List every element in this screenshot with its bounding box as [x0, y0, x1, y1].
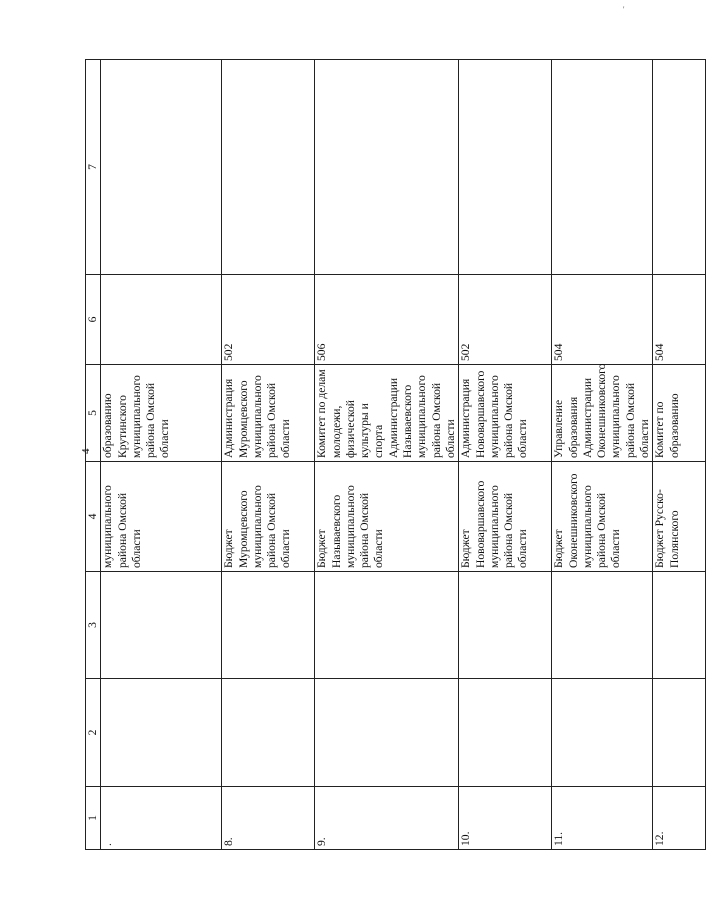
- rotated-table-container: [85, 60, 681, 850]
- scan-mark: ': [623, 5, 625, 14]
- row-number: 12.: [653, 787, 706, 850]
- table-header-row: [86, 60, 101, 850]
- administrator-cell: Комитет по образованию: [653, 365, 706, 462]
- header-cell: 1: [86, 787, 101, 850]
- administrator-cell: Администрация Нововаршавского муниципального района Омской области: [459, 365, 552, 462]
- row-number: 9.: [315, 787, 459, 850]
- code-cell: 502: [222, 275, 315, 365]
- header-cell: 4: [86, 462, 101, 572]
- cell-col7: [315, 60, 459, 275]
- cell-col2: [315, 679, 459, 787]
- row-number: 10.: [459, 787, 552, 850]
- cell-col3: [552, 572, 653, 679]
- code-cell: 506: [315, 275, 459, 365]
- code-cell: 504: [552, 275, 653, 365]
- table-row: [315, 60, 459, 850]
- cell-col2: [552, 679, 653, 787]
- budget-cell: муниципального района Омской области: [101, 462, 222, 572]
- row-number: 8.: [222, 787, 315, 850]
- cell-col3: [653, 572, 706, 679]
- header-cell: 7: [86, 60, 101, 275]
- header-cell: 6: [86, 275, 101, 365]
- cell-col3: [459, 572, 552, 679]
- header-cell: 2: [86, 679, 101, 787]
- header-cell: 5: [86, 365, 101, 462]
- row-number: .: [101, 787, 222, 850]
- row-number: 11.: [552, 787, 653, 850]
- header-cell: 3: [86, 572, 101, 679]
- administrator-cell: образованию Крутинского муниципального района Омской области: [101, 365, 222, 462]
- data-table: [85, 59, 706, 850]
- budget-cell: Бюджет Называевского муниципального района Омской области: [315, 462, 459, 572]
- budget-cell: Бюджет Русско-Полянского: [653, 462, 706, 572]
- administrator-cell: Администрация Муромцевского муниципального района Омской области: [222, 365, 315, 462]
- cell-col2: [101, 679, 222, 787]
- cell-col2: [222, 679, 315, 787]
- page-number: 4: [80, 448, 92, 454]
- code-cell: 502: [459, 275, 552, 365]
- table-row: [101, 60, 222, 850]
- cell-col3: [315, 572, 459, 679]
- cell-col7: [101, 60, 222, 275]
- cell-col7: [222, 60, 315, 275]
- budget-cell: Бюджет Муромцевского муниципального района Омской области: [222, 462, 315, 572]
- budget-cell: Бюджет Нововаршавского муниципального района Омской области: [459, 462, 552, 572]
- cell-col7: [653, 60, 706, 275]
- table-row: [653, 60, 706, 850]
- cell-col3: [222, 572, 315, 679]
- table-row: [222, 60, 315, 850]
- code-cell: 504: [653, 275, 706, 365]
- table-row: [459, 60, 552, 850]
- code-cell: [101, 275, 222, 365]
- cell-col7: [552, 60, 653, 275]
- cell-col2: [653, 679, 706, 787]
- administrator-cell: Комитет по делам молодежи, физической культуры и спорта Администрации Называевского муниципального района Омской области: [315, 365, 459, 462]
- table-row: [552, 60, 653, 850]
- budget-cell: Бюджет Оконешниковского муниципального района Омской области: [552, 462, 653, 572]
- administrator-cell: Управление образования Администрации Оконешниковского муниципального района Омской области: [552, 365, 653, 462]
- cell-col2: [459, 679, 552, 787]
- cell-col3: [101, 572, 222, 679]
- cell-col7: [459, 60, 552, 275]
